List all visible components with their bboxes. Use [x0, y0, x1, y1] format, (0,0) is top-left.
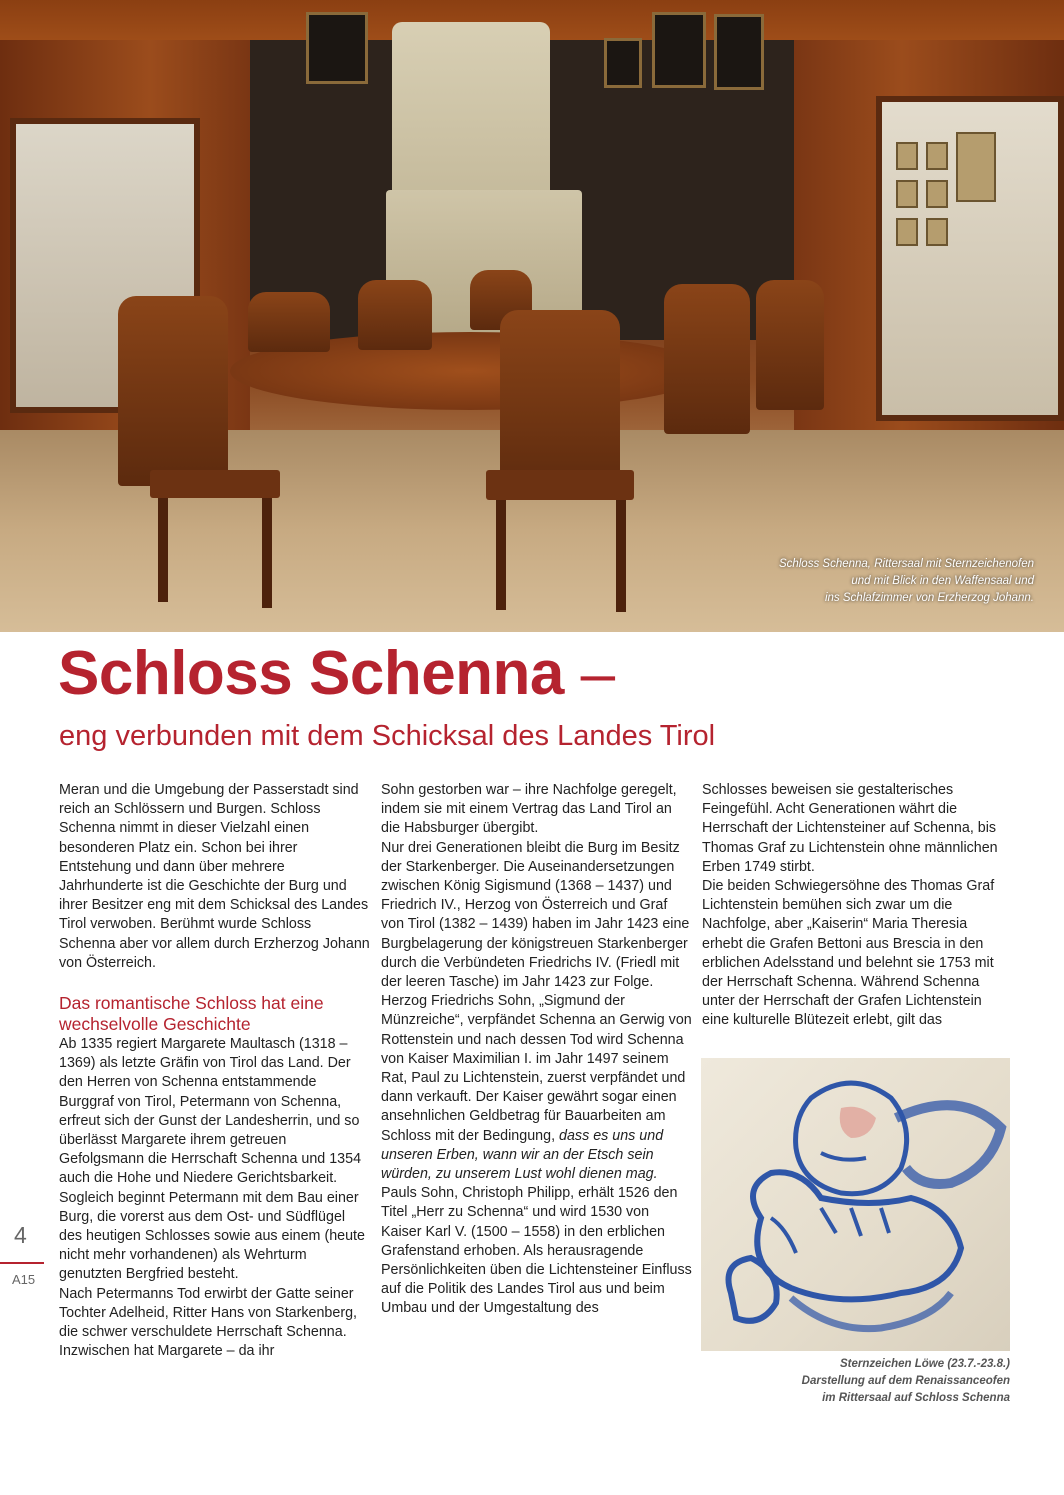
hero-caption-line: Schloss Schenna, Rittersaal mit Sternzeichenofen	[778, 558, 1034, 570]
chair	[664, 284, 750, 434]
page-number: 4	[14, 1222, 27, 1248]
body-text: Herzog Friedrichs Sohn, „Sigmund der Münzreiche“, verpfändet Schenna an Gerwig von Rottenstein und nach dessen Tod wird Schenna von Kaiser Maximilian I. im Jahr 1497 seinem Rat, Paul zu Lichtenstein, zuerst verpfändet und dann verkauft. Der Kaiser gewährt sogar einen ansehnlichen Geldbetrag für Bauarbeiten am Schloss mit der Bedingung,	[381, 993, 692, 1144]
chair	[118, 296, 228, 486]
tile-caption	[701, 1356, 1010, 1407]
lion-drawing	[701, 1058, 1010, 1351]
body-paragraph: Die beiden Schwiegersöhne des Thomas Graf Lichtenstein bemühen sich zwar um die Nachfolge, aber „Kaiserin“ Maria Theresia erhebt die Grafen Bettoni aus Brescia in den erblichen Adelsstand und belehnt sie 1753 mit der Herrschaft Schenna. Während Schenna unter der Herrschaft der Grafen Lichtenstein eine kulturelle Blütezeit erlebt, gilt das	[702, 878, 995, 1029]
section-heading: Das romantische Schloss hat eine wechselvolle Geschichte	[59, 993, 324, 1035]
chair	[756, 280, 824, 410]
page-title-text: Schloss Schenna	[58, 639, 564, 708]
hero-caption-line: und mit Blick in den Waffensaal und	[851, 575, 1034, 587]
body-paragraph: Schlosses beweisen sie gestalterisches Feingefühl. Acht Generationen währt die Herrschaft der Lichtensteiner auf Schenna, bis Thomas Graf zu Lichtenstein ohne männlichen Erben 1749 stirbt.	[702, 782, 998, 875]
quote-text: dass es uns und unseren Erben, wann wir an der Etsch sein würden, zu unserem Lust wohl dienen mag.	[381, 1127, 664, 1183]
body-paragraph	[381, 992, 693, 1184]
page-marker-rule	[0, 1262, 44, 1264]
body-paragraph: Nur drei Generationen bleibt die Burg im Besitz der Starkenberger. Die Auseinandersetzungen zwischen König Sigismund (1368 – 1437) und Friedrich IV., Herzog von Österreich und Graf von Tirol (1382 – 1439) haben im Jahr 1423 eine Burgbelagerung der königstreuen Starkenberger durch die Verbündeten Friedrichs IV. (Friedl mit der leeren Tasche) im Jahr 1423 zur Folge.	[381, 839, 690, 991]
hero-caption-line: ins Schlafzimmer von Erzherzog Johann.	[824, 592, 1034, 604]
page-code: A15	[12, 1272, 36, 1287]
body-paragraph: Nach Petermanns Tod erwirbt der Gatte seiner Tochter Adelheid, Ritter Hans von Starkenberg, die schwer verschuldete Herrschaft Schenna. Inzwischen hat Margarete – da ihr	[59, 1285, 358, 1360]
intro-paragraph: Meran und die Umgebung der Passerstadt sind reich an Schlössern und Burgen. Schloss Schenna nimmt in dieser Vielzahl einen besonderen Platz ein. Schon bei ihrer Entstehung und dann über mehrere Jahrhunderte ist die Geschichte der Burg und ihrer Besitzer eng mit dem Schicksal des Landes Tirol verwoben. Berühmt wurde Schloss Schenna aber vor allem durch Erzherzog Johann von Österreich.	[59, 782, 370, 971]
article-column-2	[381, 781, 693, 1319]
hero-caption	[779, 556, 1034, 607]
body-paragraph: Ab 1335 regiert Margarete Maultasch (1318 – 1369) als letzte Gräfin von Tirol das Land. Der den Herren von Schenna entstammende Burggraf von Tirol, Petermann von Schenna, erfreut sich der Gunst der Landesherrin, und so überlässt Margarete ihrem getreuen Gefolgsmann die Herrschaft Schenna und 1354 auch die Hohe und Niedere Gerichtsbarkeit. Sogleich beginnt Petermann mit dem Bau einer Burg, die vorerst aus dem Ost- und Südflügel des heutigen Schlosses sowie aus einem (heute nicht mehr vorhandenen) als Wehrturm genutzten Bergfried besteht.	[59, 1036, 365, 1283]
body-paragraph: Sohn gestorben war – ihre Nachfolge geregelt, indem sie mit einem Vertrag das Land Tirol an die Habsburger übergibt.	[381, 782, 677, 837]
portrait	[604, 38, 642, 88]
lion-tile-image	[701, 1058, 1010, 1351]
doorway-bedroom	[876, 96, 1064, 421]
article-column-3	[702, 781, 1010, 1031]
page-title	[58, 638, 615, 709]
portrait	[652, 12, 706, 88]
page-title-dash: –	[580, 639, 615, 708]
tile-caption-line: Sternzeichen Löwe (23.7.-23.8.)	[839, 1358, 1010, 1370]
portrait	[306, 12, 368, 84]
hero-photo	[0, 0, 1064, 632]
tile-caption-line: im Rittersaal auf Schloss Schenna	[822, 1392, 1010, 1404]
chair	[248, 292, 330, 352]
tile-caption-line: Darstellung auf dem Renaissanceofen	[801, 1375, 1010, 1387]
body-paragraph: Pauls Sohn, Christoph Philipp, erhält 1526 den Titel „Herr zu Schenna“ und wird 1530 von Kaiser Karl V. (1500 – 1558) in den erblichen Grafenstand erhoben. Als herausragende Persönlichkeiten üben die Lichtensteiner Einfluss auf die Politik des Landes Tirol aus und beim Umbau und der Umgestaltung des	[381, 1185, 692, 1317]
portrait	[714, 14, 764, 90]
chair	[358, 280, 432, 350]
article-column-1	[59, 781, 371, 1361]
page-subtitle: eng verbunden mit dem Schicksal des Landes Tirol	[59, 720, 716, 752]
